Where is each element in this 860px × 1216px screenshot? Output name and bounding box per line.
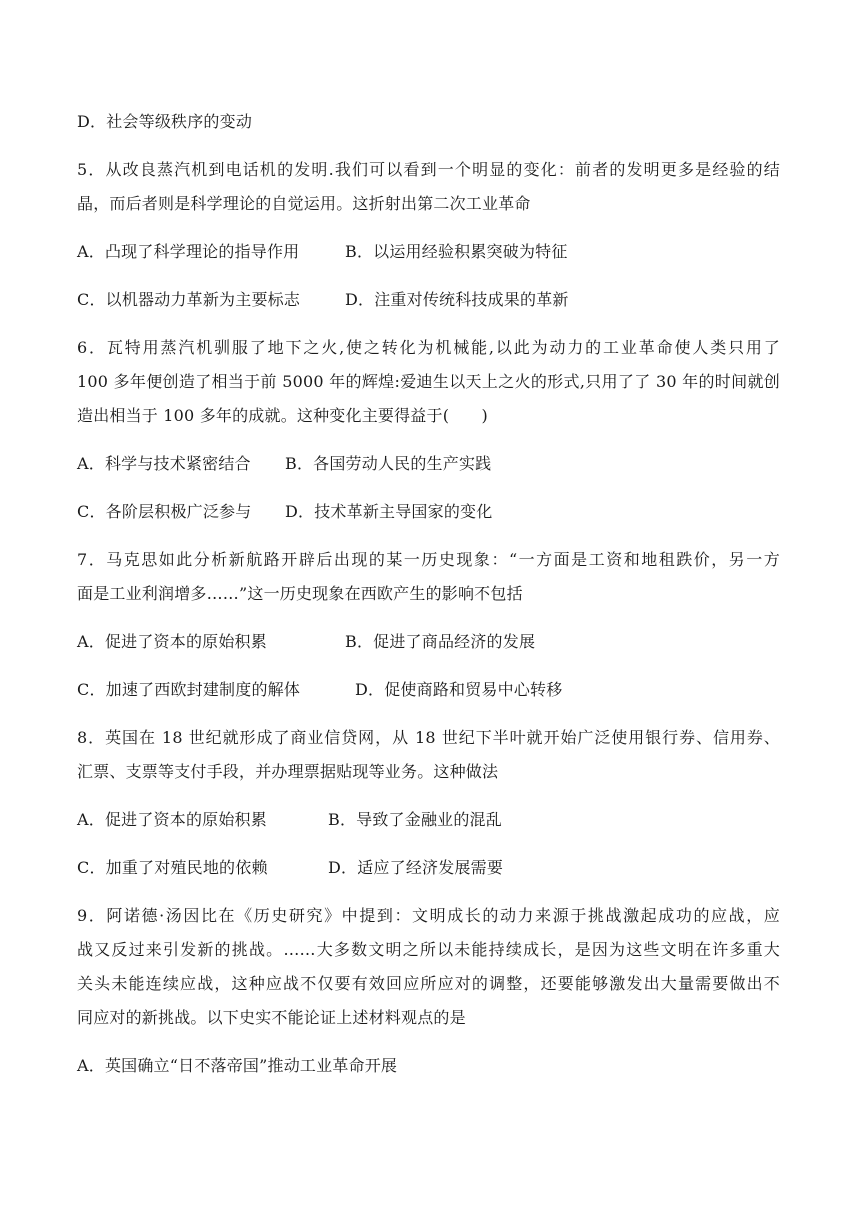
q9-stem-line-3: 关头未能连续应战，这种应战不仅要有效回应所应对的调整，还要能够激发出大量需要做出不	[77, 974, 780, 993]
q8-option-row-2	[77, 857, 780, 879]
q6-option-c: C．各阶层积极广泛参与	[77, 502, 252, 521]
q5-option-b: B．以运用经验积累突破为特征	[345, 242, 568, 261]
q5-stem-line-2: 晶，而后者则是科学理论的自觉运用。这折射出第二次工业革命	[77, 194, 531, 213]
q6-option-a: A．科学与技术紧密结合	[77, 454, 251, 473]
q7-option-d: D．促使商路和贸易中心转移	[355, 680, 563, 699]
q5-option-d: D．注重对传统科技成果的革新	[345, 290, 569, 309]
q7-stem-line-1: 7．马克思如此分析新航路开辟后出现的某一历史现象：“一方面是工资和地租跌价，另一方	[77, 550, 780, 569]
q9-stem-line-1: 9．阿诺德·汤因比在《历史研究》中提到：文明成长的动力来源于挑战激起成功的应战，应	[77, 906, 780, 925]
q6-stem-line-1: 6．瓦特用蒸汽机驯服了地下之火,使之转化为机械能,以此为动力的工业革命使人类只用了	[77, 338, 780, 357]
q7-option-b: B．促进了商品经济的发展	[345, 632, 536, 651]
q7-option-c: C．加速了西欧封建制度的解体	[77, 680, 301, 699]
q6-option-row-2	[77, 501, 780, 523]
q8-option-c: C．加重了对殖民地的依赖	[77, 858, 268, 877]
q9-option-a: A．英国确立“日不落帝国”推动工业革命开展	[77, 1056, 398, 1075]
q5-stem-line-1: 5．从改良蒸汽机到电话机的发明.我们可以看到一个明显的变化：前者的发明更多是经验的结	[77, 160, 780, 179]
q7-stem-line-2: 面是工业利润增多……”这一历史现象在西欧产生的影响不包括	[77, 584, 523, 603]
q7-option-a: A．促进了资本的原始积累	[77, 632, 267, 651]
q4-option-d: D．社会等级秩序的变动	[77, 112, 253, 131]
q9-stem-line-4: 同应对的新挑战。以下史实不能论证上述材料观点的是	[77, 1008, 466, 1027]
q6-option-b: B．各国劳动人民的生产实践	[285, 454, 492, 473]
q6-option-d: D．技术革新主导国家的变化	[285, 502, 493, 521]
q5-option-row-1	[77, 241, 780, 263]
q8-option-a: A．促进了资本的原始积累	[77, 810, 267, 829]
q9-stem-line-2: 战又反过来引发新的挑战。……大多数文明之所以未能持续成长，是因为这些文明在许多重大	[77, 940, 780, 959]
q8-option-row-1	[77, 809, 780, 831]
q5-option-c: C．以机器动力革新为主要标志	[77, 290, 301, 309]
q8-stem-line-1: 8．英国在 18 世纪就形成了商业信贷网，从 18 世纪下半叶就开始广泛使用银行券、信用券、	[77, 728, 780, 747]
q6-stem-line-2: 100 多年便创造了相当于前 5000 年的辉煌:爱迪生以天上之火的形式,只用了了 30 年的时间就创	[77, 372, 780, 391]
q6-option-row-1	[77, 453, 780, 475]
q8-option-d: D．适应了经济发展需要	[328, 858, 504, 877]
q8-stem-line-2: 汇票、支票等支付手段，并办理票据贴现等业务。这种做法	[77, 762, 499, 781]
q7-option-row-2	[77, 679, 780, 701]
q5-option-row-2	[77, 289, 780, 311]
q5-option-a: A．凸现了科学理论的指导作用	[77, 242, 300, 261]
q6-stem-line-3: 造出相当于 100 多年的成就。这种变化主要得益于( )	[77, 406, 488, 425]
q8-option-b: B．导致了金融业的混乱	[328, 810, 502, 829]
q7-option-row-1	[77, 631, 780, 653]
